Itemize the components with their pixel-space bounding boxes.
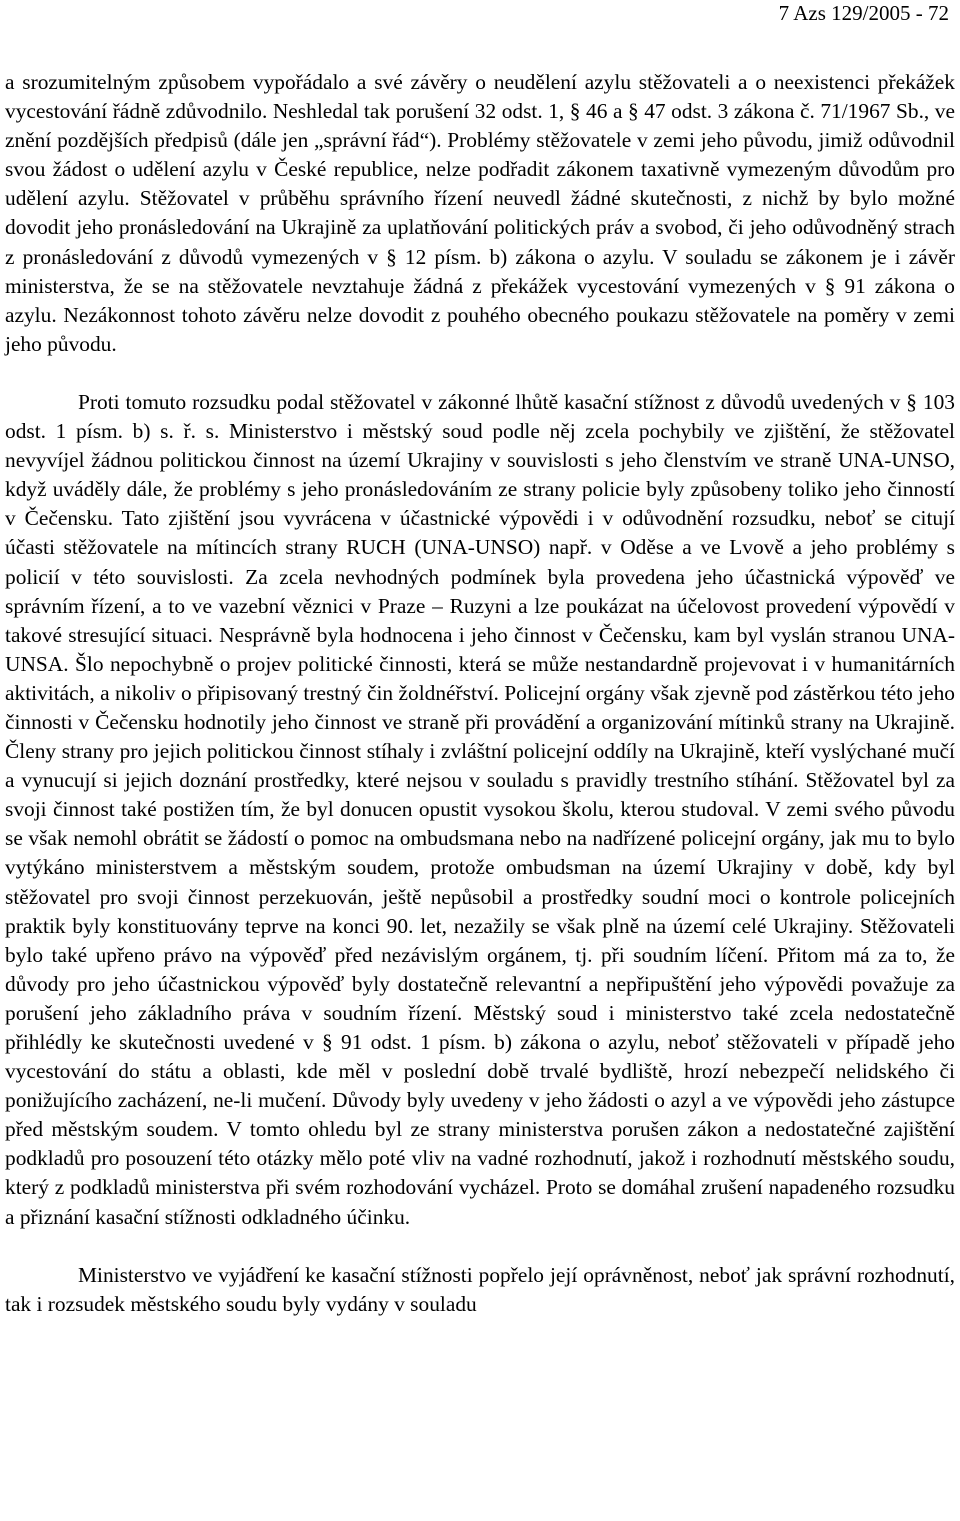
case-reference-header: 7 Azs 129/2005 - 72: [778, 1, 949, 25]
paragraph-cassation-complaint: Proti tomuto rozsudku podal stěžovatel v zákonné lhůtě kasační stížnost z důvodů uvedených v § 103 odst. 1 písm. b) s. ř. s. Ministerstvo i městský soud podle něj zcela pochybily ve zjištění, že stěžovatel nevyvíjel žádnou politickou činnost na území Ukrajiny v souvislosti s jeho členstvím ve straně UNA-UNSO, když uváděly dále, že problémy s jeho pronásledováním ze strany policie byly způsobeny toliko jeho činností v Čečensku. Tato zjištění jsou vyvrácena v účastnické výpovědi i v odůvodnění rozsudku, neboť se citují účasti stěžovatele na mítincích strany RUCH (UNA-UNSO) např. v Oděse a ve Lvově a jeho problémy s policií v této souvislosti. Za zcela nevhodných podmínek byla provedena jeho účastnická výpověď ve správním řízení, a to ve vazební věznici v Praze – Ruzyni a lze poukázat na účelovost provedení výpovědí v takové stresující situaci. Nesprávně byla hodnocena i jeho činnost v Čečensku, kam byl vyslán stranou UNA-UNSA. Šlo nepochybně o projev politické činnosti, která se může nestandardně projevovat i v humanitárních aktivitách, a nikoliv o připisovaný trestný čin žoldnéřství. Policejní orgány však zjevně pod zástěrkou této jeho činnosti v Čečensku hodnotily jeho činnost ve straně při provádění a organizování mítinků strany na Ukrajině. Členy strany pro jejich politickou činnost stíhaly i zvláštní policejní oddíly na Ukrajině, kteří vyslýchané mučí a vynucují si jejich doznání prostředky, které nejsou v souladu s pravidly trestního stíhání. Stěžovatel byl za svoji činnost také postižen tím, že byl donucen opustit vysokou školu, kterou studoval. V zemi svého původu se však nemohl obrátit se žádostí o pomoc na ombudsmana nebo na nadřízené policejní orgány, jak mu to bylo vytýkáno ministerstvem a městským soudem, protože ombudsman na území Ukrajiny v době, kdy byl stěžovatel pro svoji činnost perzekuován, ještě nepůsobil a prostředky soudní moci o kontrole policejních praktik byly konstituovány teprve na konci 90. let, nezažily se však plně na území celé Ukrajiny. Stěžovateli bylo také upřeno právo na výpověď před nezávislým orgánem, tj. při soudním líčení. Přitom má za to, že důvody pro jeho účastnickou výpověď byly dostatečně relevantní a nepřipuštění jeho výpovědi považuje za porušení jeho základního práva v soudním řízení. Městský soud i ministerstvo také zcela nedostatečně přihlédly ke skutečnosti uvedené v § 91 odst. 1 písm. b) zákona o azylu, neboť stěžovateli v případě jeho vycestování do státu a oblasti, kde měl v poslední době trvalé bydliště, hrozí nebezpečí nelidského či ponižujícího zacházení, ne-li mučení. Důvody byly uvedeny v jeho žádosti o azyl a ve výpovědi jeho zástupce před městským soudem. V tomto ohledu byl ze strany ministerstva porušen zákon a nedostatečné zajištění podkladů pro posouzení této otázky mělo poté vliv na vadné rozhodnutí, jakož i rozhodnutí městského soudu, který z podkladů ministerstva při svém rozhodování vycházel. Proto se domáhal zrušení napadeného rozsudku a přiznání kasační stížnosti odkladného účinku.: [5, 389, 955, 1229]
document-body: [5, 68, 955, 1319]
paragraph-ministry-conclusion: a srozumitelným způsobem vypořádalo a své závěry o neudělení azylu stěžovateli a o neexistenci překážek vycestování řádně zdůvodnilo. Neshledal tak porušení 32 odst. 1, § 46 a § 47 odst. 3 zákona č. 71/1967 Sb., ve znění pozdějších předpisů (dále jen „správní řád“). Problémy stěžovatele v zemi jeho původu, jimiž odůvodnil svou žádost o udělení azylu v České republice, nelze podřadit zákonem taxativně vymezeným důvodům pro udělení azylu. Stěžovatel v průběhu správního řízení neuvedl žádné skutečnosti, z nichž by bylo možné dovodit jeho pronásledování na Ukrajině za uplatňování politických práv a svobod, či jeho odůvodněný strach z pronásledování z důvodů vymezených v § 12 písm. b) zákona o azylu. V souladu se zákonem je i závěr ministerstva, že se na stěžovatele nevztahuje žádná z překážek vycestování vymezených v § 91 zákona o azylu. Nezákonnost tohoto závěru nelze dovodit z pouhého obecného poukazu stěžovatele na poměry v zemi jeho původu.: [5, 70, 955, 356]
document-page: [5, 0, 955, 1521]
paragraph-ministry-response: Ministerstvo ve vyjádření ke kasační stížnosti popřelo její oprávněnost, neboť jak správní rozhodnutí, tak i rozsudek městského soudu byly vydány v souladu: [5, 1262, 955, 1316]
